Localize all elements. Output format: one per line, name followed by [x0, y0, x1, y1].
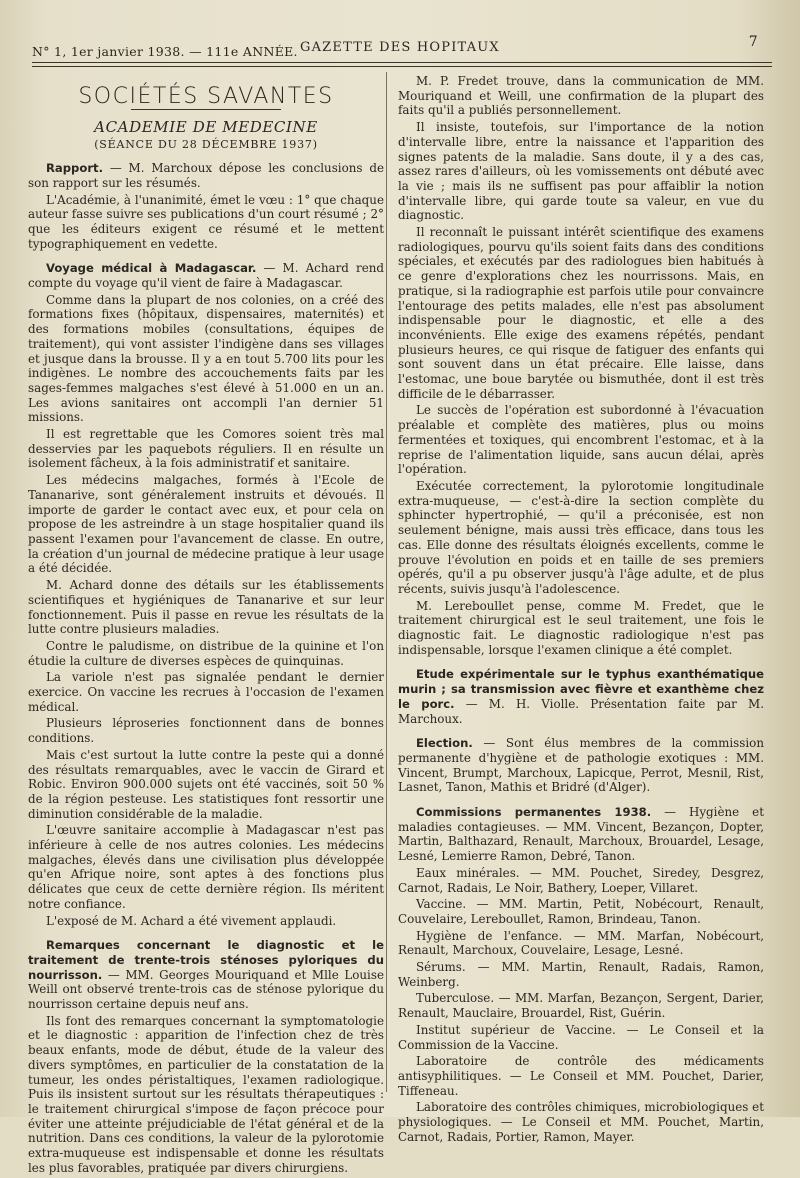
fredet-paragraph-4: Le succès de l'opération est subordonné à l'évacuation préalable et complète des matières, plus ou moins fermentées et toxiques, qui encombrent l'estomac, et à la reprise de l'alimentation liquide, sans aucun délai, après l'opération.: [398, 403, 764, 477]
voyage-paragraph-8: Plusieurs léproseries fonctionnent dans de bonnes conditions.: [28, 716, 384, 746]
commissions-paragraph-3: Vaccine. — MM. Martin, Petit, Nobécourt, Renault, Couvelaire, Lereboullet, Ramon, Brindeau, Tanon.: [398, 897, 764, 926]
page-number: 7: [748, 34, 758, 50]
page-header: [32, 34, 768, 62]
typhus-heading: Etude expérimentale sur le typhus exanthématique murin ; sa transmission avec fièvre et exanthème chez le porc.: [398, 667, 764, 711]
voyage-paragraph-2: Comme dans la plupart de nos colonies, on a créé des formations fixes (hôpitaux, dispensaires, maternités) et des formations mobiles (consultations, équipes de traitement), qui vont assister l'indigène dans ses villages et jusque dans la brousse. Il y a en tout 5.700 lits pour les indigènes. Le nombre des accouchements faits par les sages-femmes malgaches s'est élevé à 51.000 en un an. Les avions sanitaires ont accompli l'an dernier 51 missions.: [28, 292, 384, 425]
election-text: — Sont élus membres de la commission permanente d'hygiène et de pathologie exotiques : MM. Vincent, Brumpt, Marchoux, Lapicque, Perrot, Mesnil, Rist, Lasnet, Tanon, Mathis et Bridré (d'Alger).: [398, 736, 764, 795]
rapport-text: — M. Marchoux dépose les conclusions de son rapport sur les résumés.: [28, 161, 384, 190]
voyage-paragraph-10: L'œuvre sanitaire accomplie à Madagascar n'est pas inférieure à celle de nos autres colonies. Les médecins malgaches, élevés dans une civilisation plus développée qu'en Afrique noire, sont aptes à des fonctions plus délicates que ceux de cette dernière région. Ils méritent notre confiance.: [28, 823, 384, 911]
remarques-paragraph: [28, 938, 384, 1012]
academie-title: ACADEMIE DE MEDECINE: [94, 117, 318, 136]
fredet-paragraph-2: Il insiste, toutefois, sur l'importance de la notion d'intervalle libre, entre la naissance et l'apparition des signes patents de la maladie. Sans doute, il y a des cas, assez rares d'ailleurs, où les vomissements ont débuté avec la vie ; mais ils ne suffisent pas pour affaiblir la notion d'intervalle libre, qui garde toute sa valeur, en vue du diagnostic.: [398, 120, 764, 223]
fredet-paragraph-3: Il reconnaît le puissant intérêt scientifique des examens radiologiques, pourvu qu'ils soient faits dans des conditions spéciales, et exécutés par des radiologues bien habitués à ce genre d'explorations chez les nourrissons. Mais, en pratique, si la radiographie est parfois utile pour convaincre l'entourage des petits malades, elle n'est pas absolument indispensable pour le diagnostic, et elle a des inconvénients. Elle exige des examens répétés, pendant plusieurs heures, ce qui risque de fatiguer des enfants qui sont souvent dans un état précaire. Elle laisse, dans l'estomac, une boue barytée ou bismuthée, dont il est très difficile de le débarrasser.: [398, 225, 764, 401]
left-column: [28, 74, 384, 1178]
commissions-paragraph-8: Laboratoire de contrôle des médicaments antisyphilitiques. — Le Conseil et MM. Pouchet, Darier, Tiffeneau.: [398, 1054, 764, 1098]
fredet-paragraph-5: Exécutée correctement, la pylorotomie longitudinale extra-muqueuse, — c'est-à-dire la section complète du sphincter hypertrophié, — qu'il a préconisée, est non seulement bénigne, mais aussi très efficace, dans tous les cas. Elle donne des résultats éloignés excellents, comme le prouve l'évolution en poids et en taille de ses premiers opérés, qu'il a pu observer jusqu'à l'âge adulte, et de plus récents, suivis jusqu'à l'adolescence.: [398, 478, 764, 596]
typhus-paragraph: [398, 667, 764, 726]
commissions-paragraph-4: Hygiène de l'enfance. — MM. Marfan, Nobécourt, Renault, Marchoux, Couvelaire, Lesage, Lesné.: [398, 928, 764, 958]
commissions-paragraph-5: Sérums. — MM. Martin, Renault, Radais, Ramon, Weinberg.: [398, 960, 764, 989]
journal-title: GAZETTE DES HOPITAUX: [300, 40, 500, 55]
lereboullet-paragraph: M. Lereboullet pense, comme M. Fredet, que le traitement chirurgical est le seul traitement, une fois le diagnostic fait. Le diagnostic radiologique n'est pas indispensable, lorsque l'examen clinique a été complet.: [398, 598, 764, 657]
voyage-heading: Voyage médical à Madagascar.: [46, 261, 257, 276]
commissions-paragraph-7: Institut supérieur de Vaccine. — Le Conseil et la Commission de la Vaccine.: [398, 1022, 764, 1052]
commissions-text: — Hygiène et maladies contagieuses. — MM. Vincent, Bezançon, Dopter, Martin, Balthazard, Renault, Marchoux, Brouardel, Lesage, Lesné, Lemierre Ramon, Debré, Tanon.: [398, 805, 764, 864]
remarques-text: — MM. Georges Mouriquand et Mlle Louise Weill ont observé trente-trois cas de sténose pylorique du nourrisson certaine depuis neuf ans.: [28, 967, 384, 1012]
header-rule-thin: [32, 66, 772, 67]
voyage-paragraph-4: Les médecins malgaches, formés à l'Ecole de Tananarive, sont généralement instruits et dévoués. Il importe de garder le contact avec eux, et pour cela on propose de les astreindre à un stage hospitalier quand ils passent l'examen pour l'avancement de classe. En outre, la création d'un journal de médecine pratique à leur usage a été décidée.: [28, 473, 384, 576]
voyage-paragraph-7: La variole n'est pas signalée pendant le dernier exercice. On vaccine les recrues à l'occasion de l'examen médical.: [28, 670, 384, 714]
right-column: [398, 74, 764, 1147]
remarques-paragraph-2: Ils font des remarques concernant la symptomatologie et le diagnostic : apparition de l'infection chez de très beaux enfants, mode de début, étude de la valeur des divers symptômes, en particulier de la constatation de la tumeur, les ondes péristaltiques, l'examen radiologique. Puis ils insistent surtout sur les résultats thérapeutiques : le traitement chirurgical s'impose de façon précoce pour éviter une atteinte préjudiciable de l'état général et de la nutrition. Dans ces conditions, la valeur de la pylorotomie extra-muqueuse est indispensable et donne les résultats les plus favorables, pratiquée par divers chirurgiens.: [28, 1013, 384, 1175]
voyage-paragraph-6: Contre le paludisme, on distribue de la quinine et l'on étudie la culture de diverses espèces de quinquinas.: [28, 638, 384, 668]
voyage-paragraph-5: M. Achard donne des détails sur les établissements scientifiques et hygiéniques de Tananarive et sur leur fonctionnement. Puis il passe en revue les résultats de la lutte contre plusieurs maladies.: [28, 578, 384, 637]
remarques-heading: Remarques concernant le diagnostic et le traitement de trente-trois sténoses pyloriques du nourrisson.: [28, 938, 384, 982]
fredet-paragraph-1: M. P. Fredet trouve, dans la communication de MM. Mouriquand et Weill, une confirmation de la plupart des faits qu'il a publiés personnellement.: [398, 74, 764, 118]
commissions-paragraph-6: Tuberculose. — MM. Marfan, Bezançon, Sergent, Darier, Renault, Mauclaire, Brouardel, Rist, Guérin.: [398, 991, 764, 1021]
commissions-paragraph: [398, 805, 764, 864]
column-divider: [386, 72, 387, 1092]
voyage-paragraph-3: Il est regrettable que les Comores soient très mal desservies par les paquebots réguliers. Il en résulte un isolement fâcheux, à la fois administratif et sanitaire.: [28, 427, 384, 471]
election-heading: Election.: [416, 736, 473, 751]
commissions-paragraph-2: Eaux minérales. — MM. Pouchet, Siredey, Desgrez, Carnot, Radais, Le Noir, Bathery, Loeper, Villaret.: [398, 865, 764, 895]
rapport-paragraph: [28, 161, 384, 190]
rapport-heading: Rapport.: [46, 161, 103, 176]
commissions-heading: Commissions permanentes 1938.: [416, 805, 652, 820]
voyage-paragraph-9: Mais c'est surtout la lutte contre la peste qui a donné des résultats remarquables, avec le vaccin de Girard et Robic. Environ 900.000 sujets ont été vaccinés, soit 50 % de la région pesteuse. Les statistiques font ressortir une diminution considérable de la maladie.: [28, 747, 384, 821]
voyage-text: — M. Achard rend compte du voyage qu'il vient de faire à Madagascar.: [28, 261, 384, 291]
issue-line: N° 1, 1er janvier 1938. — 111e ANNÉE.: [32, 44, 298, 59]
commissions-paragraph-9: Laboratoire des contrôles chimiques, microbiologiques et physiologiques. — Le Conseil et MM. Pouchet, Martin, Carnot, Radais, Portier, Ramon, Mayer.: [398, 1100, 764, 1144]
voyage-paragraph-11: L'exposé de M. Achard a été vivement applaudi.: [46, 913, 337, 928]
section-title: SOCIÉTÉS SAVANTES: [78, 84, 334, 109]
voyage-paragraph: [28, 261, 384, 290]
header-rule: [32, 62, 772, 63]
seance-date: (SÉANCE DU 28 DÉCEMBRE 1937): [94, 138, 318, 152]
rapport-paragraph-2: L'Académie, à l'unanimité, émet le vœu : 1° que chaque auteur fasse suivre ses publications d'un court résumé ; 2° que les éditeurs exigent ce résumé et le mettent typographiquement en vedette.: [28, 192, 384, 251]
typhus-text: — M. H. Violle. Présentation faite par M. Marchoux.: [398, 696, 764, 726]
election-paragraph: [398, 736, 764, 795]
